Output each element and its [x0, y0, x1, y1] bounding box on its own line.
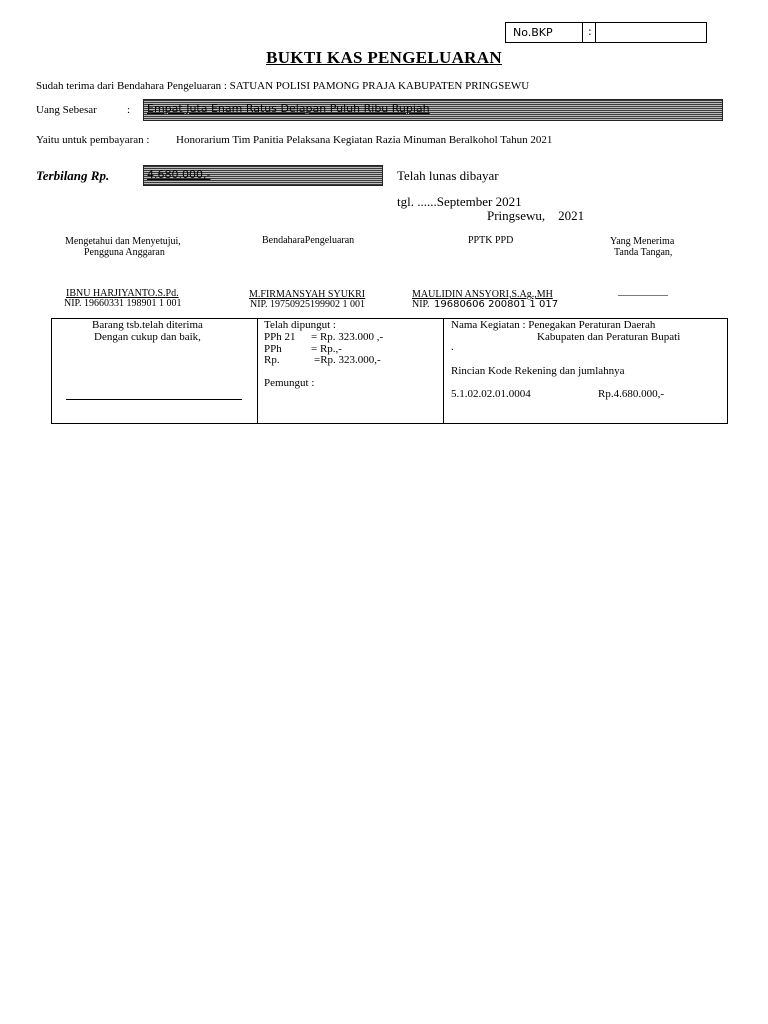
signatory-3-name: MAULIDIN ANSYORI,S.Ag.,MH — [412, 289, 553, 300]
signatory-1-name: IBNU HARJIYANTO.S.Pd. — [66, 288, 179, 299]
receipt-table — [51, 318, 728, 424]
rp-value: =Rp. 323.000,- — [314, 354, 381, 366]
received-from: Sudah terima dari Bendahara Pengeluaran : SATUAN POLISI PAMONG PRAJA KABUPATEN PRINGSEWU — [36, 80, 530, 92]
amount-words-colon: : — [127, 104, 131, 116]
payment-for-value: Honorarium Tim Panitia Pelaksana Kegiatan Razia Minuman Beralkohol Tahun 2021 — [176, 134, 553, 146]
receiver-signature-line — [66, 399, 242, 400]
signatory-3-nip-label: NIP. — [412, 299, 430, 310]
table-divider-1 — [257, 319, 258, 423]
received-goods-line2: Dengan cukup dan baik, — [94, 331, 201, 343]
activity-dot: . — [451, 341, 454, 353]
collected-heading: Telah dipungut : — [264, 319, 336, 331]
activity-name: Nama Kegiatan : Penegakan Peraturan Daerah — [451, 319, 656, 331]
date-line: tgl. ......September 2021 — [397, 194, 522, 209]
place-date: Pringsewu, 2021 — [487, 208, 585, 223]
account-heading: Rincian Kode Rekening dan jumlahnya — [451, 365, 625, 377]
signatory-4-role: Yang Menerima — [610, 236, 675, 247]
pph21-value: = Rp. 323.000 ,- — [311, 331, 384, 343]
no-bkp-colon: : — [588, 25, 592, 38]
signatory-2-name: M.FIRMANSYAH SYUKRI — [249, 289, 366, 300]
no-bkp-divider — [582, 23, 583, 42]
signatory-3-nip-value: 19680606 200801 1 017 — [434, 299, 559, 310]
pph-label: PPh — [264, 343, 282, 355]
payment-for-label: Yaitu untuk pembayaran : — [36, 134, 150, 146]
amount-figure-value: 4.680.000,- — [147, 168, 211, 181]
signatory-3-role: PPTK PPD — [468, 235, 514, 246]
amount-figure-field — [143, 165, 383, 186]
amount-figure-label: Terbilang Rp. — [36, 168, 110, 183]
no-bkp-divider-2 — [595, 23, 596, 42]
signatory-1-role: Mengetahui dan Menyetujui, — [65, 236, 181, 247]
amount-words-value: Empat Juta Enam Ratus Delapan Puluh Ribu Rupiah — [147, 102, 430, 115]
signatory-2-role: BendaharaPengeluaran — [262, 235, 355, 246]
account-amount: Rp.4.680.000,- — [598, 388, 664, 400]
signatory-4-name: __________ — [618, 286, 668, 297]
amount-words-field — [143, 99, 723, 121]
paid-status: Telah lunas dibayar — [397, 168, 499, 183]
signatory-2-nip: NIP. 19750925199902 1 001 — [250, 299, 366, 310]
account-code: 5.1.02.02.01.0004 — [451, 388, 531, 400]
collector-label: Pemungut : — [264, 377, 315, 389]
no-bkp-box — [505, 22, 707, 43]
activity-name-2: Kabupaten dan Peraturan Bupati — [537, 331, 681, 343]
document-title: BUKTI KAS PENGELUARAN — [266, 48, 502, 67]
no-bkp-label: No.BKP — [513, 26, 553, 39]
table-divider-2 — [443, 319, 444, 423]
signatory-1-nip: NIP. 19660331 198901 1 001 — [64, 298, 182, 309]
signatory-4-role-2: Tanda Tangan, — [614, 247, 673, 258]
pph21-label: PPh 21 — [264, 331, 296, 343]
received-goods-line1: Barang tsb.telah diterima — [92, 319, 203, 331]
rp-label: Rp. — [264, 354, 280, 366]
amount-words-label: Uang Sebesar — [36, 104, 97, 116]
signatory-1-role-2: Pengguna Anggaran — [84, 247, 165, 258]
pph-value: = Rp.,- — [311, 343, 342, 355]
